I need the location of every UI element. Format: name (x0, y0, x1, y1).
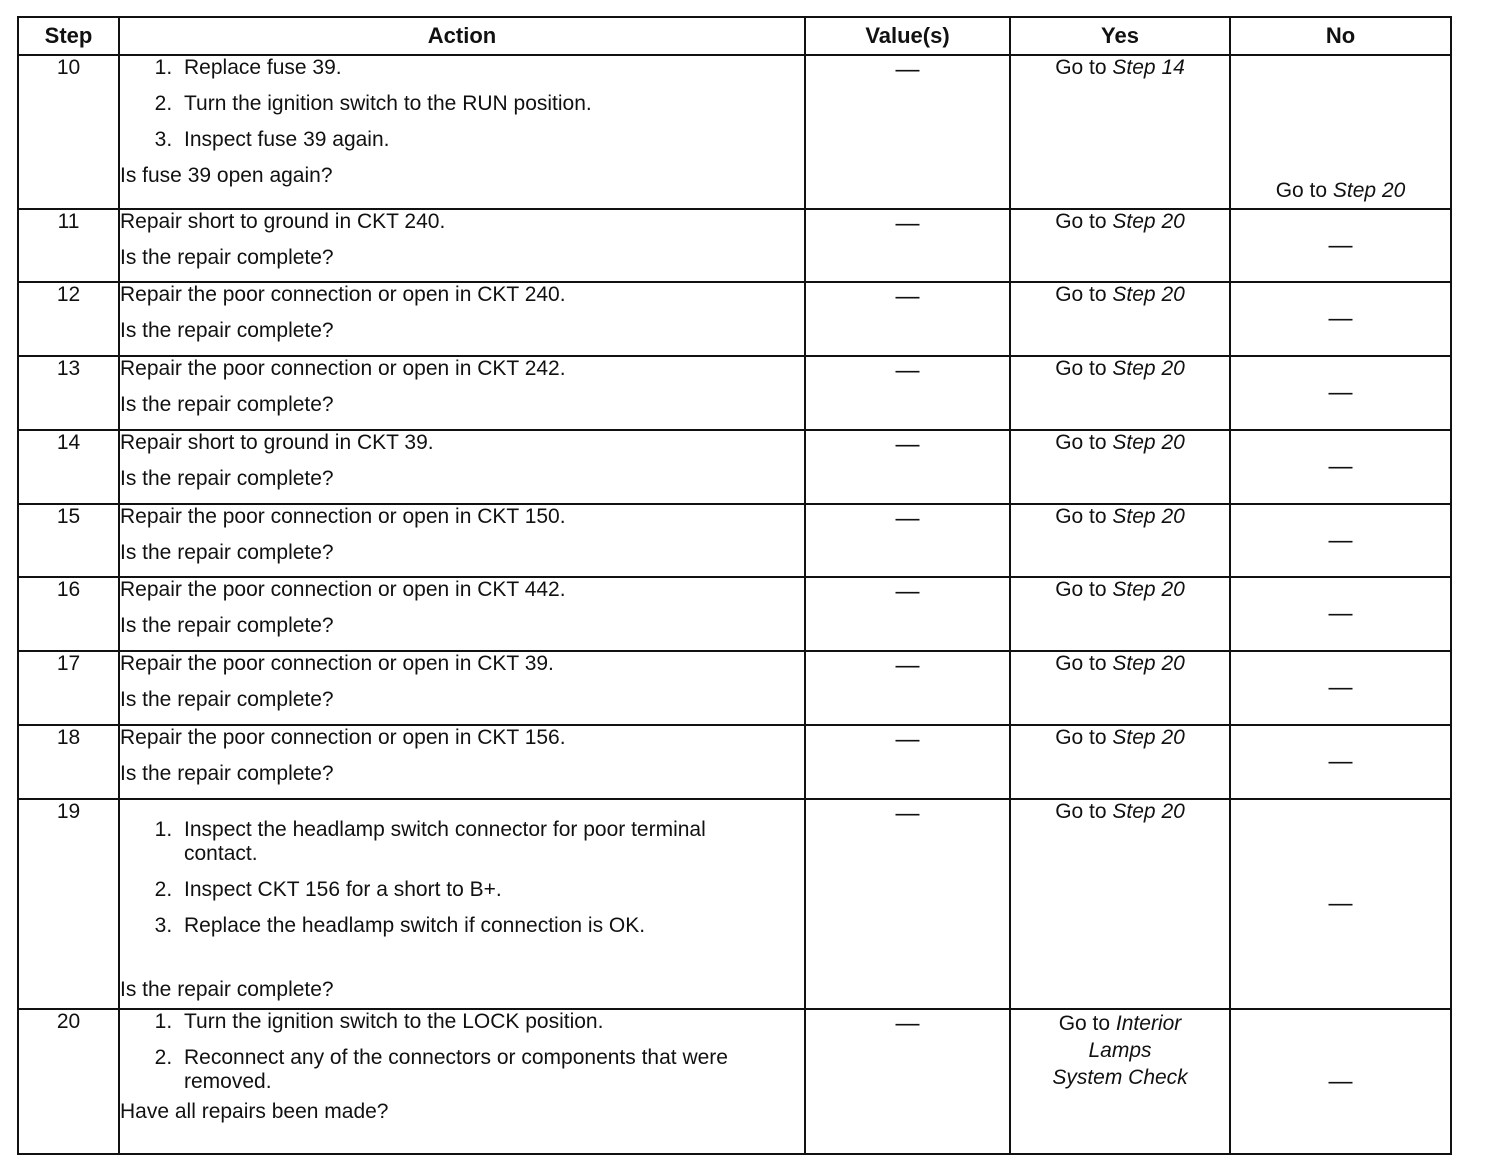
yes-cell (1010, 356, 1230, 430)
action-question: Is the repair complete? (120, 319, 334, 342)
action-instruction: Repair short to ground in CKT 240. (120, 210, 446, 233)
yes-target-line: Lamps (1088, 1039, 1152, 1062)
yes-line (1011, 1010, 1229, 1037)
table-row (18, 725, 1451, 799)
yes-target: Step 20 (1112, 505, 1185, 528)
no-cell: — (1230, 209, 1451, 282)
header-yes: Yes (1010, 17, 1230, 55)
action-instruction: Repair the poor connection or open in CKT 442. (120, 578, 566, 601)
action-cell (119, 799, 805, 1009)
step-number: 11 (18, 209, 119, 282)
yes-target: Step 20 (1112, 800, 1185, 823)
action-cell (119, 725, 805, 799)
value-cell: — (805, 55, 1010, 209)
yes-target: Step 20 (1112, 726, 1185, 749)
no-cell: — (1230, 1009, 1451, 1154)
yes-cell (1010, 577, 1230, 651)
table-row (18, 209, 1451, 282)
action-item: 2. Reconnect any of the connectors or components that were removed. (178, 1046, 804, 1094)
action-cell (119, 282, 805, 356)
action-cell (119, 356, 805, 430)
yes-cell (1010, 799, 1230, 1009)
action-instruction: Repair the poor connection or open in CKT 242. (120, 357, 566, 380)
step-number: 19 (18, 799, 119, 1009)
go-to-label: Go to (1055, 210, 1107, 233)
diagnostic-table (17, 16, 1452, 1155)
go-to-label: Go to (1055, 578, 1107, 601)
action-question: Is the repair complete? (120, 393, 334, 416)
no-target: Step 20 (1332, 179, 1406, 202)
table-row (18, 430, 1451, 504)
action-item: 1. Replace fuse 39. (178, 56, 804, 80)
go-to-label: Go to (1275, 179, 1328, 202)
value-cell: — (805, 577, 1010, 651)
yes-target: Step 20 (1112, 652, 1185, 675)
action-cell (119, 504, 805, 577)
action-instruction: Repair the poor connection or open in CKT 39. (120, 652, 554, 675)
table-row (18, 356, 1451, 430)
action-item: 2. Inspect CKT 156 for a short to B+. (178, 878, 804, 902)
yes-target-line: System Check (1052, 1066, 1188, 1089)
value-cell: — (805, 799, 1010, 1009)
action-item: 2. Turn the ignition switch to the RUN position. (178, 92, 804, 116)
action-question: Is the repair complete? (120, 541, 334, 564)
action-item: 3. Inspect fuse 39 again. (178, 128, 804, 152)
step-number: 15 (18, 504, 119, 577)
value-cell: — (805, 1009, 1010, 1154)
table-row (18, 504, 1451, 577)
yes-cell (1010, 651, 1230, 725)
go-to-label: Go to (1055, 357, 1107, 380)
action-item: 1. Inspect the headlamp switch connector for poor terminal contact. (178, 818, 804, 866)
no-cell: — (1230, 282, 1451, 356)
no-cell: — (1230, 799, 1451, 1009)
action-question: Have all repairs been made? (120, 1100, 389, 1123)
action-cell (119, 55, 805, 209)
go-to-label: Go to (1055, 800, 1107, 823)
yes-cell (1010, 209, 1230, 282)
step-number: 10 (18, 55, 119, 209)
action-question: Is the repair complete? (120, 762, 334, 785)
no-cell (1230, 55, 1451, 209)
value-cell: — (805, 209, 1010, 282)
action-list (120, 56, 804, 152)
no-cell: — (1230, 430, 1451, 504)
yes-target: Step 20 (1112, 357, 1185, 380)
yes-cell (1010, 504, 1230, 577)
table-row (18, 1009, 1451, 1154)
step-number: 12 (18, 282, 119, 356)
go-to-label: Go to (1058, 1012, 1111, 1035)
action-question: Is the repair complete? (120, 246, 334, 269)
action-cell (119, 430, 805, 504)
yes-cell (1010, 55, 1230, 209)
action-cell (119, 651, 805, 725)
yes-cell (1010, 430, 1230, 504)
go-to-label: Go to (1055, 505, 1107, 528)
no-cell: — (1230, 725, 1451, 799)
go-to-label: Go to (1055, 283, 1107, 306)
action-cell (119, 1009, 805, 1154)
yes-target: Step 20 (1112, 578, 1185, 601)
action-spacer (120, 950, 804, 978)
diagnostic-table-sheet (17, 16, 1450, 1155)
action-question: Is fuse 39 open again? (120, 164, 333, 187)
go-to-label: Go to (1055, 726, 1107, 749)
value-cell: — (805, 504, 1010, 577)
value-cell: — (805, 725, 1010, 799)
value-cell: — (805, 651, 1010, 725)
yes-target: Step 20 (1112, 210, 1185, 233)
header-row (18, 17, 1451, 55)
go-to-label: Go to (1055, 431, 1107, 454)
no-cell: — (1230, 651, 1451, 725)
action-question: Is the repair complete? (120, 688, 334, 711)
step-number: 20 (18, 1009, 119, 1154)
yes-line (1011, 1064, 1229, 1091)
action-instruction: Repair the poor connection or open in CKT 240. (120, 283, 566, 306)
yes-target-line: Interior (1115, 1012, 1182, 1035)
action-item: 1. Turn the ignition switch to the LOCK position. (178, 1010, 804, 1034)
step-number: 18 (18, 725, 119, 799)
yes-cell (1010, 1009, 1230, 1154)
step-number: 17 (18, 651, 119, 725)
no-cell: — (1230, 577, 1451, 651)
header-step: Step (18, 17, 119, 55)
table-row (18, 651, 1451, 725)
table-row (18, 55, 1451, 209)
yes-cell (1010, 725, 1230, 799)
table-row (18, 799, 1451, 1009)
action-list (120, 818, 804, 938)
yes-cell (1010, 282, 1230, 356)
header-action: Action (119, 17, 805, 55)
yes-target: Step 14 (1112, 56, 1185, 79)
action-cell (119, 577, 805, 651)
step-number: 14 (18, 430, 119, 504)
header-values: Value(s) (805, 17, 1010, 55)
go-to-label: Go to (1055, 56, 1107, 79)
action-instruction: Repair the poor connection or open in CKT 156. (120, 726, 566, 749)
value-cell: — (805, 282, 1010, 356)
action-list (120, 1010, 804, 1094)
yes-target: Step 20 (1112, 283, 1185, 306)
action-question: Is the repair complete? (120, 614, 334, 637)
action-item: 3. Replace the headlamp switch if connection is OK. (178, 914, 804, 938)
value-cell: — (805, 430, 1010, 504)
action-cell (119, 209, 805, 282)
yes-line (1011, 1037, 1229, 1064)
go-to-label: Go to (1055, 652, 1107, 675)
step-number: 16 (18, 577, 119, 651)
no-cell: — (1230, 356, 1451, 430)
table-row (18, 577, 1451, 651)
table-row (18, 282, 1451, 356)
value-cell: — (805, 356, 1010, 430)
action-instruction: Repair short to ground in CKT 39. (120, 431, 434, 454)
header-no: No (1230, 17, 1451, 55)
action-question: Is the repair complete? (120, 978, 334, 1001)
yes-target: Step 20 (1112, 431, 1185, 454)
step-number: 13 (18, 356, 119, 430)
action-instruction: Repair the poor connection or open in CKT 150. (120, 505, 566, 528)
action-question: Is the repair complete? (120, 467, 334, 490)
no-cell: — (1230, 504, 1451, 577)
